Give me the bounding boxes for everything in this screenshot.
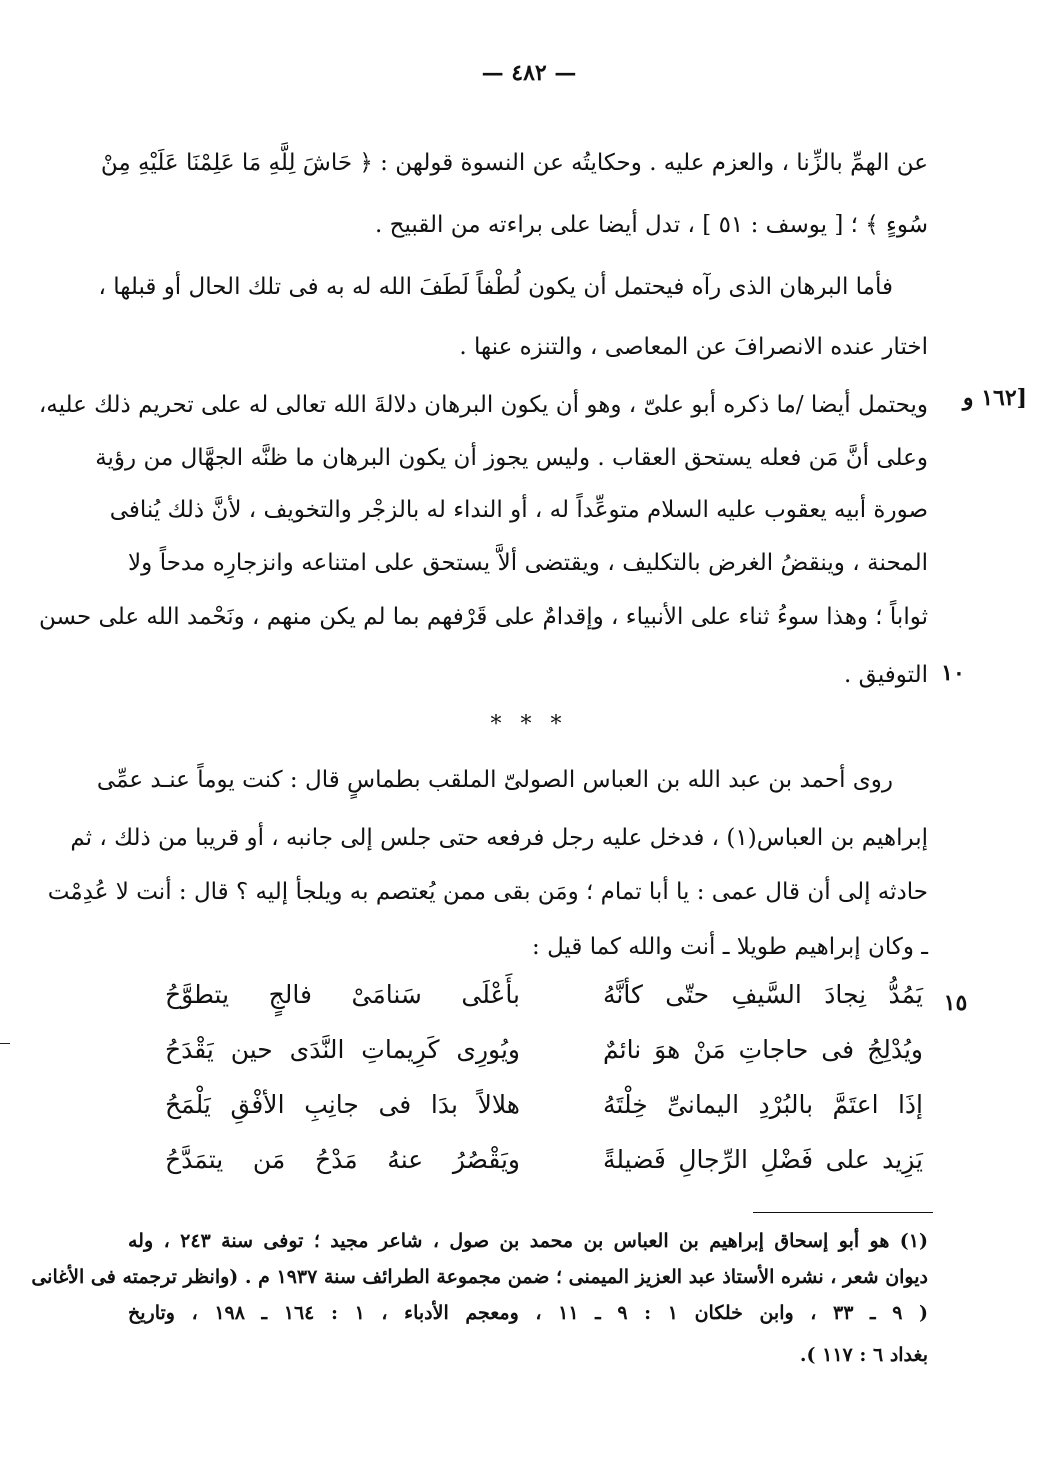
verse-second-hemistich: ويُورِى كَرِيماتِ النَّدَى حين يَقْدَحُ <box>165 1035 520 1064</box>
text-line: إبراهيم بن العباس(١) ، فدخل عليه رجل فرفعه حتى جلس إلى جانبه ، أو قريبا من ذلك ، ثم <box>70 825 928 851</box>
verse-first-hemistich: ويُدْلِجُ فى حاجاتِ مَنْ هوَ نائمٌ <box>603 1035 923 1064</box>
text-line: فأما البرهان الذى رآه فيحتمل أن يكون لُطْفاً لَطَفَ الله له به فى تلك الحال أو قبلها ، <box>98 274 893 300</box>
text-line: ـ وكان إبراهيم طويلا ـ أنت والله كما قيل : <box>532 934 928 960</box>
page-number: — ٤٨٢ — <box>481 60 577 86</box>
section-separator: * * * <box>490 712 568 737</box>
line-number-15: ١٥ <box>943 990 968 1016</box>
margin-folio-reference: [١٦٢ و <box>962 385 1028 411</box>
verse-first-hemistich: يَمُدُّ نِجادَ السَّيفِ حتّى كأنَّهُ <box>603 980 923 1009</box>
text-line: ويحتمل أيضا /ما ذكره أبو علىّ ، وهو أن يكون البرهان دلالةَ الله تعالى له على تحريم ذلك عليه، <box>38 392 928 418</box>
verse-second-hemistich: هلالاً بدَا فى جانِبِ الأفْقِ يَلْمَحُ <box>165 1090 520 1119</box>
text-line: المحنة ، وينقضُ الغرض بالتكليف ، ويقتضى ألاَّ يستحق على امتناعه وانزجارِه مدحاً ولا <box>128 550 928 576</box>
text-line: التوفيق . <box>844 662 928 688</box>
footnote-line: ( ٩ ـ ٣٣ ، وابن خلكان ١ : ٩ ـ ١١ ، ومعجم الأدباء ، ١ : ١٦٤ ـ ١٩٨ ، وتاريخ <box>128 1302 929 1324</box>
footnote-rule <box>753 1212 933 1213</box>
verse-first-hemistich: إذَا اعتَمَّ بالبُرْدِ اليمانىِّ خِلْتَهُ <box>603 1090 923 1119</box>
verse-second-hemistich: ويَقْصُرُ عنهُ مَدْحُ مَن يتمَدَّحُ <box>165 1145 520 1174</box>
text-line: حادثه إلى أن قال عمى : يا أبا تمام ؛ ومَن بقى ممن يُعتصم به ويلجأ إليه ؟ قال : أنت لا عُدِمْت <box>47 879 928 905</box>
text-line: صورة أبيه يعقوب عليه السلام متوعِّداً له ، أو النداء له بالزجْر والتخويف ، لأنَّ ذلك يُنافى <box>109 497 928 523</box>
text-line: اختار عنده الانصرافَ عن المعاصى ، والتنزه عنها . <box>459 334 928 360</box>
footnote-line: بغداد ٦ : ١١٧ ). <box>799 1344 928 1366</box>
text-line: عن الهمِّ بالزِّنا ، والعزم عليه . وحكايتُه عن النسوة قولهن : ﴿ حَاشَ لِلَّهِ مَا عَلِمْنَا عَلَيْهِ مِنْ <box>100 150 928 176</box>
text-line: وعلى أنَّ مَن فعله يستحق العقاب . وليس يجوز أن يكون البرهان ما ظنَّه الجهَّال من رؤية <box>95 445 928 471</box>
footnote-line: (١) هو أبو إسحاق إبراهيم بن العباس بن محمد بن صول ، شاعر مجيد ؛ توفى سنة ٢٤٣ ، وله <box>128 1230 929 1252</box>
verse-second-hemistich: بأَعْلَى سَنامَىْ فالجٍ يتطوَّحُ <box>165 980 520 1009</box>
verse-first-hemistich: يَزِيد على فَضْلِ الرِّجالِ فَضيلةً <box>603 1145 923 1174</box>
page-edge-mark <box>0 1043 10 1044</box>
line-number-10: ١٠ <box>941 660 965 686</box>
text-line: ثواباً ؛ وهذا سوءُ ثناء على الأنبياء ، وإقدامٌ على قَرْفهم بما لم يكن منهم ، ونَحْمد الله على حسن <box>38 604 928 630</box>
text-line: روى أحمد بن عبد الله بن العباس الصولىّ الملقب بطماسٍ قال : كنت يوماً عنـد عمِّى <box>96 767 893 793</box>
footnote-line: ديوان شعر ، نشره الأستاذ عبد العزيز الميمنى ؛ ضمن مجموعة الطرائف سنة ١٩٣٧ م . (وانظر ترجمته فى الأغانى <box>31 1266 928 1288</box>
text-line: سُوءٍ ﴾ ؛ [ يوسف : ٥١ ] ، تدل أيضا على براءته من القبيح . <box>375 212 928 238</box>
